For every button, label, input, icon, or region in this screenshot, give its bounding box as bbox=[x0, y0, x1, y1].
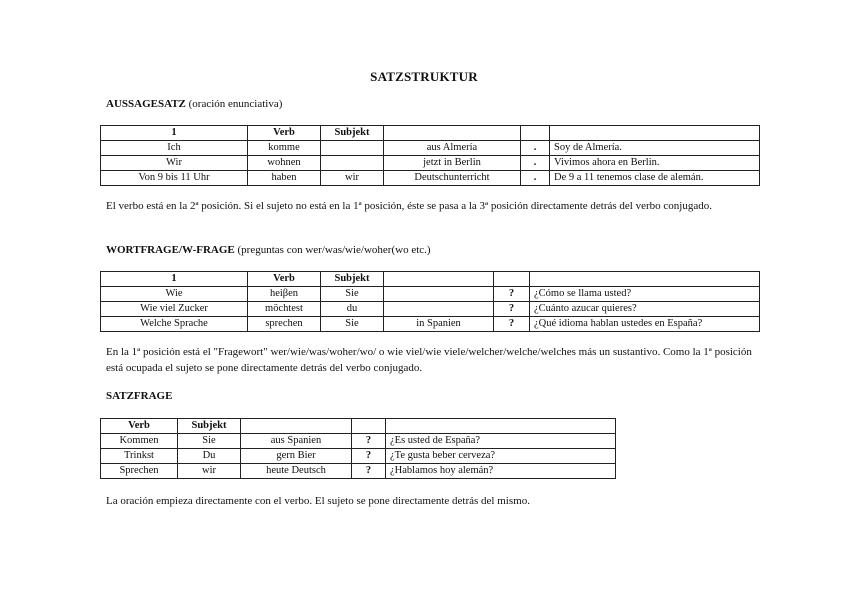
table-cell: ¿Es usted de España? bbox=[386, 434, 616, 449]
table-cell: wir bbox=[178, 464, 241, 479]
table-row bbox=[101, 464, 616, 479]
table-cell: haben bbox=[248, 171, 321, 186]
table-cell bbox=[384, 287, 494, 302]
table-cell: heute Deutsch bbox=[241, 464, 352, 479]
table-header-row bbox=[101, 126, 760, 141]
header-cell bbox=[241, 419, 352, 434]
table-cell bbox=[384, 302, 494, 317]
paragraph-note: El verbo está en la 2ª posición. Si el sujeto no está en la 1ª posición, éste se pasa a la 3ª posición directamente detrás del verbo conjugado. bbox=[106, 200, 712, 212]
table-cell: Kommen bbox=[101, 434, 178, 449]
section-heading-wortfrage bbox=[106, 244, 431, 256]
section-heading-aussagesatz bbox=[106, 98, 282, 110]
header-cell bbox=[530, 272, 760, 287]
header-cell bbox=[550, 126, 760, 141]
header-cell bbox=[521, 126, 550, 141]
table-cell: Wie viel Zucker bbox=[101, 302, 248, 317]
table-cell: wir bbox=[321, 171, 384, 186]
table-cell: in Spanien bbox=[384, 317, 494, 332]
table-cell: Du bbox=[178, 449, 241, 464]
table-cell: . bbox=[521, 156, 550, 171]
table-cell: ? bbox=[494, 317, 530, 332]
table-cell: Sie bbox=[321, 287, 384, 302]
table-header-row bbox=[101, 419, 616, 434]
table-cell: du bbox=[321, 302, 384, 317]
header-cell: Subjekt bbox=[321, 126, 384, 141]
table-cell: Welche Sprache bbox=[101, 317, 248, 332]
table-cell: jetzt in Berlin bbox=[384, 156, 521, 171]
table-cell: Sie bbox=[178, 434, 241, 449]
table-row bbox=[101, 287, 760, 302]
table-cell: ¿Hablamos hoy alemán? bbox=[386, 464, 616, 479]
table-header-row bbox=[101, 272, 760, 287]
table-cell: möchtest bbox=[248, 302, 321, 317]
section-heading-satzfrage bbox=[106, 390, 172, 402]
table-cell: ? bbox=[494, 302, 530, 317]
table-cell: sprechen bbox=[248, 317, 321, 332]
table-cell: Ich bbox=[101, 141, 248, 156]
table-cell: Vivimos ahora en Berlin. bbox=[550, 156, 760, 171]
table-wortfrage bbox=[100, 271, 760, 332]
table-cell: Soy de Almería. bbox=[550, 141, 760, 156]
table-cell bbox=[321, 156, 384, 171]
table-satzfrage bbox=[100, 418, 616, 479]
header-cell: Verb bbox=[248, 272, 321, 287]
table-row bbox=[101, 156, 760, 171]
table-row bbox=[101, 434, 616, 449]
table-cell: De 9 a 11 tenemos clase de alemán. bbox=[550, 171, 760, 186]
header-cell: 1 bbox=[101, 126, 248, 141]
table-cell: Sprechen bbox=[101, 464, 178, 479]
table-cell: Trinkst bbox=[101, 449, 178, 464]
table-row bbox=[101, 317, 760, 332]
header-cell: Verb bbox=[101, 419, 178, 434]
table-cell: ¿Cuánto azucar quieres? bbox=[530, 302, 760, 317]
header-cell bbox=[494, 272, 530, 287]
table-cell: wohnen bbox=[248, 156, 321, 171]
table-row bbox=[101, 141, 760, 156]
table-cell: gern Bier bbox=[241, 449, 352, 464]
table-cell: Von 9 bis 11 Uhr bbox=[101, 171, 248, 186]
header-cell bbox=[384, 272, 494, 287]
page-title: SATZSTRUKTUR bbox=[370, 69, 478, 84]
paragraph-note: La oración empieza directamente con el verbo. El sujeto se pone directamente detrás del mismo. bbox=[106, 495, 530, 507]
heading-bold: AUSSAGESATZ bbox=[106, 98, 186, 110]
header-cell: Subjekt bbox=[178, 419, 241, 434]
header-cell: Subjekt bbox=[321, 272, 384, 287]
table-aussagesatz bbox=[100, 125, 760, 186]
heading-bold: SATZFRAGE bbox=[106, 390, 173, 402]
heading-rest: (preguntas con wer/was/wie/woher(wo etc.) bbox=[234, 244, 431, 256]
header-cell: Verb bbox=[248, 126, 321, 141]
table-cell: aus Almería bbox=[384, 141, 521, 156]
table-cell: ? bbox=[494, 287, 530, 302]
table-cell: komme bbox=[248, 141, 321, 156]
table-cell: Wir bbox=[101, 156, 248, 171]
table-cell: ? bbox=[352, 434, 386, 449]
table-cell: ¿Te gusta beber cerveza? bbox=[386, 449, 616, 464]
table-cell: . bbox=[521, 141, 550, 156]
table-cell: ? bbox=[352, 464, 386, 479]
header-cell bbox=[352, 419, 386, 434]
table-row bbox=[101, 449, 616, 464]
header-cell: 1 bbox=[101, 272, 248, 287]
heading-rest: (oración enunciativa) bbox=[185, 98, 283, 110]
table-cell: aus Spanien bbox=[241, 434, 352, 449]
table-cell: heiβen bbox=[248, 287, 321, 302]
header-cell bbox=[386, 419, 616, 434]
header-cell bbox=[384, 126, 521, 141]
table-cell: Deutschunterricht bbox=[384, 171, 521, 186]
paragraph-note: En la 1ª posición está el "Fragewort" wer/wie/was/woher/wo/ o wie viel/wie viele/welcher/welche/welches más un sustantivo. Como la 1ª posición está ocupada el sujeto se pone directamente detrás del verbo conjugado. bbox=[106, 346, 752, 374]
table-cell: Wie bbox=[101, 287, 248, 302]
table-cell: ¿Qué idioma hablan ustedes en España? bbox=[530, 317, 760, 332]
heading-bold: WORTFRAGE/W-FRAGE bbox=[106, 244, 235, 256]
table-cell: ¿Cómo se llama usted? bbox=[530, 287, 760, 302]
table-cell: Sie bbox=[321, 317, 384, 332]
table-cell bbox=[321, 141, 384, 156]
table-row bbox=[101, 302, 760, 317]
table-cell: ? bbox=[352, 449, 386, 464]
table-row bbox=[101, 171, 760, 186]
table-cell: . bbox=[521, 171, 550, 186]
